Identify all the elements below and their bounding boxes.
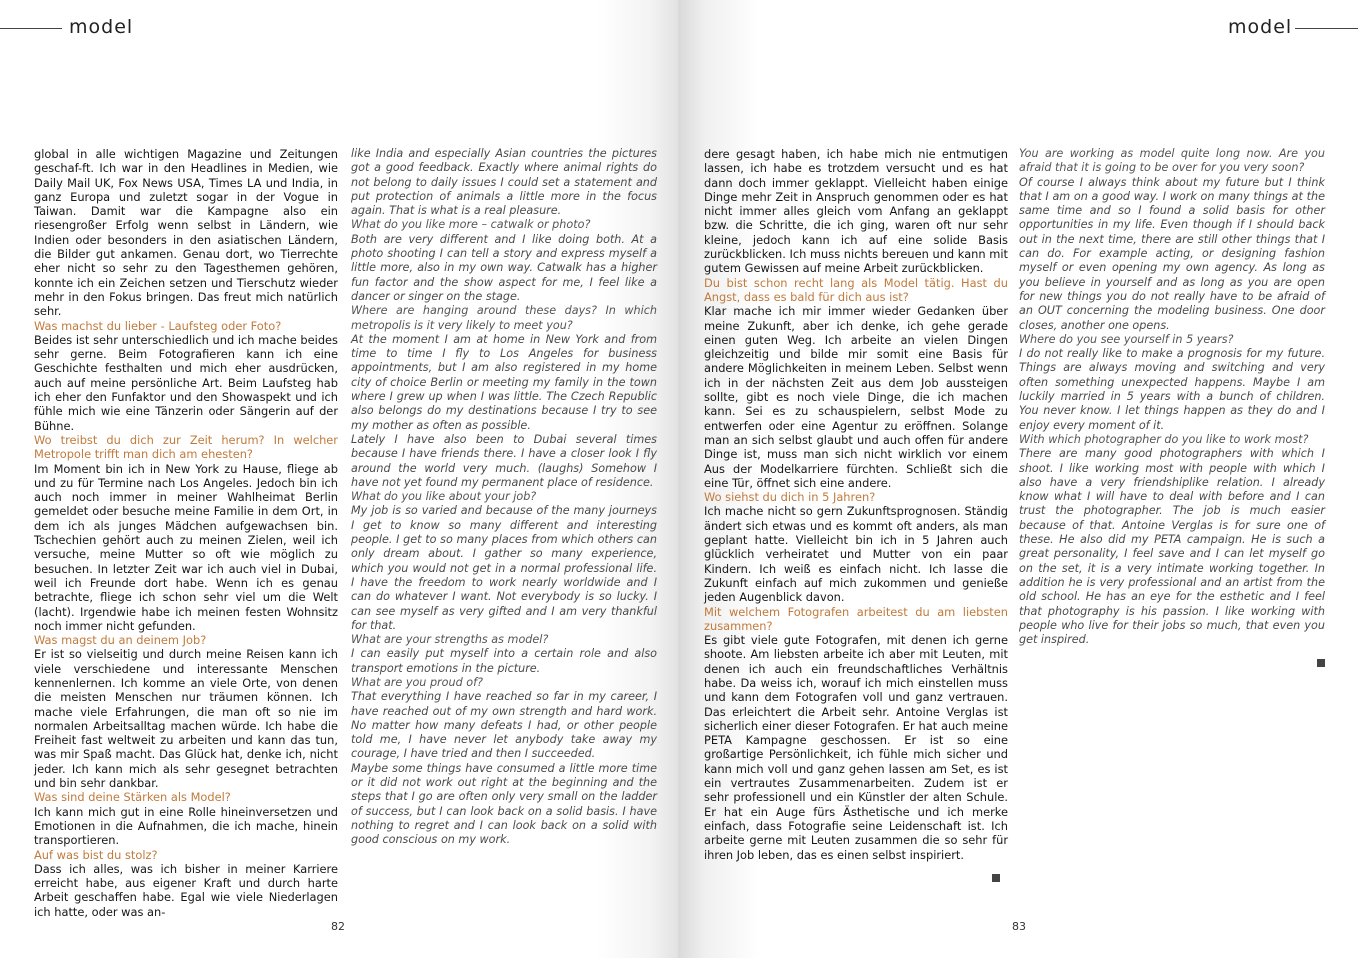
interview-question: What are your strengths as model? xyxy=(351,633,549,647)
left-page xyxy=(0,0,678,958)
page-number: 82 xyxy=(331,920,345,933)
answer-paragraph: Er ist so vielseitig und durch meine Reisen kann ich viele verschiedene und interessante Menschen kennenlernen. Ich komme an viele Orte, von denen die meisten Menschen nur träumen können. Ich mache viele Erfahrungen, die man oft so nie im normalen Arbeitsalltag machen würde. Ich habe die Freiheit fast weltweit zu arbeiten und kann das tun, was mir Spaß macht. Das Glück hat, denke ich, nicht jeder. Ich kann mich als sehr gesegnet betrachten und bin sehr dankbar. xyxy=(34,647,338,791)
interview-question: What do you like more – catwalk or photo? xyxy=(351,218,591,232)
answer-paragraph: Im Moment bin ich in New York zu Hause, fliege ab und zu für Termine nach Los Angeles. Jedoch bin ich auch noch immer in meiner Wahlheimat Berlin gemeldet oder besuche meine Familie in dem Ort, in dem ich als junges Mädchen aufgewachsen bin. Tschechien gehört auch zu meinen Zielen, weil ich versuche, meine Mutter so oft wie möglich zu besuchen. In letzter Zeit war ich auch viel in Dubai, weil ich Freunde dort habe. Wenn ich es genau betrachte, fliege ich schon sehr viel um die Welt (lacht). Irgendwie habe ich meinen festen Wohnsitz noch immer nicht gefunden. xyxy=(34,461,338,633)
interview-question: Auf was bist du stolz? xyxy=(34,847,158,862)
end-mark xyxy=(992,874,1000,882)
answer-paragraph: My job is so varied and because of the many journeys I get to know so many different and interesting people. I get to so many places from which others can only dream about. I gather so many experience, which you would not get in a normal professional life. I have the freedom to work nearly worldwide and I can do whatever I want. Not everybody is so lucky. I can see myself as very gifted and I am very thankful for that. xyxy=(351,504,657,632)
answer-paragraph: Ich mache nicht so gern Zukunftsprognosen. Ständig ändert sich etwas und es kommt oft anders, als man geplant hatte. Vielleicht bin ich in 5 Jahren auch glücklich verheiratet und Mutter von ein paar Kindern. Ich weiß es einfach nicht. Ich lasse die Zukunft einfach auf mich zukommen und genieße jeden Augenblick davon. xyxy=(704,504,1008,605)
interview-question: With which photographer do you like to work most? xyxy=(1019,432,1309,446)
interview-question: Was machst du lieber - Laufsteg oder Foto? xyxy=(34,318,282,333)
interview-question: Mit welchem Fotografen arbeitest du am liebsten zusammen? xyxy=(704,604,1008,633)
section-header: model xyxy=(1228,16,1293,38)
english-column xyxy=(1019,147,1325,667)
interview-question: Wo siehst du dich in 5 Jahren? xyxy=(704,490,876,505)
page-number: 83 xyxy=(1012,920,1026,933)
answer-paragraph: Ich kann mich gut in eine Rolle hineinversetzen und Emotionen in die Aufnahmen, die ich mache, hinein transportieren. xyxy=(34,804,338,848)
header-rule xyxy=(0,28,62,29)
german-column xyxy=(34,147,338,919)
interview-question: What are you proud of? xyxy=(351,675,483,689)
answer-paragraph: I do not really like to make a prognosis for my future. Things are always moving and switching and very often something unexpected happens. Maybe I am luckily married in 5 years with a bunch of children. You never know. I let things happen as they do and I enjoy every moment of it. xyxy=(1019,347,1325,432)
answer-paragraph: At the moment I am at home in New York and from time to time I fly to Los Angeles for business appointments, but I am also registered in my home city of choice Berlin or meeting my family in the town where I grew up when I was little. The Czech Republic also belongs do my destinations because I try to see my mother as often as possible. xyxy=(351,332,657,432)
answer-paragraph: global in alle wichtigen Magazine und Zeitungen geschaf-ft. Ich war in den Headlines in Medien, wie Daily Mail UK, Fox News USA, Times LA und India, in ganz Europa und zuletzt sogar in der Vogue in Taiwan. Damit war die Kampagne also ein riesengroßer Erfolg wenn selbst in Ländern, wie Indien oder besonders in den asiatischen Ländern, die Bilder gut ankamen. Genau dort, wo Tierrechte eher nicht so sehr zu den Tagesthemen gehören, konnte ich ein Zeichen setzen und Tierschutz wieder mehr in den Fokus bringen. Das freut mich natürlich sehr. xyxy=(34,147,338,319)
answer-paragraph: Maybe some things have consumed a little more time or it did not work out right at the beginning and the steps that I go are often only very small on the ladder of success, but I can look back on a solid basis. I have nothing to regret and I can look back on a solid with good conscious on my work. xyxy=(351,761,657,847)
answer-paragraph: Of course I always think about my future but I think that I am on a good way. I work on many things at the same time and so I found a solid basis for other opportunities in my life. Even though if I should back out in the next time, there are still other things that I can do. For example acting, or designing fashion myself or even opening my own agency. As long as you believe in yourself and as long as you are open for new things you do not really have to be afraid of an OUT concerning the modeling business. One door closes, another one opens. xyxy=(1019,175,1325,332)
interview-question: Was sind deine Stärken als Model? xyxy=(34,790,231,805)
answer-paragraph: Beides ist sehr unterschiedlich und ich mache beides sehr gerne. Beim Fotografieren kann ich eine Geschichte festhalten und mich eher ausdrücken, auch auf meine persönliche Art. Beim Laufsteg hab ich eher den Funfaktor und den Showaspekt und ich fühle mich wie eine Tänzerin oder Sängerin auf der Bühne. xyxy=(34,332,338,433)
answer-paragraph: like India and especially Asian countries the pictures got a good feedback. Exactly where animal rights do not belong to daily issues I could set a statement and put protection of animals a little more in the focus again. That is what is a real pleasure. xyxy=(351,147,657,218)
answer-paragraph: Dass ich alles, was ich bisher in meiner Karriere erreicht habe, aus eigener Kraft und durch harte Arbeit geschaffen habe. Egal wie viele Niederlagen ich hatte, oder was an- xyxy=(34,861,338,919)
right-page xyxy=(678,0,1358,958)
english-column xyxy=(351,147,657,848)
answer-paragraph: I can easily put myself into a certain role and also transport emotions in the picture. xyxy=(351,647,657,675)
german-column xyxy=(704,147,1008,882)
answer-paragraph: There are many good photographers with which I shoot. I like working most with people with which I also have a very friendshiplike relation. I already know what I will have to deal with before and I can trust the photographer. The job is much easier because of that. Antoine Verglas is for sure one of these. He also did my PETA campaign. He is such a great personality, I feel save and I can let myself go on the set, it is a very intimate working together. In addition he is very professional and an artist from the old school. He has an eye for the esthetic and I feel that photography is his passion. I like working with people who live for their jobs so much, that even you get inspired. xyxy=(1019,447,1325,647)
interview-question: Where are hanging around these days? In which metropolis is it very likely to meet you? xyxy=(351,304,657,332)
header-rule xyxy=(1295,28,1358,29)
interview-question: Where do you see yourself in 5 years? xyxy=(1019,332,1234,346)
answer-paragraph: Klar mache ich mir immer wieder Gedanken über meine Zukunft, aber ich denke, ich gehe gerade einen guten Weg. Ich arbeite an vielen Dingen gleichzeitig und bilde mir somit eine Basis für andere Möglichkeiten in meinem Leben. Selbst wenn ich in der nächsten Zeit aus dem Job aussteigen sollte, gibt es noch viele Dinge, die ich machen kann. Sei es zu schauspielern, selbst Mode zu entwerfen oder eine Agentur zu eröffnen. Solange man an sich selbst glaubt und auch offen für andere Dinge ist, muss man sich nicht wirklich vor einem Aus der Modelkarriere fürchten. Schließt sich die eine Tür, öffnet sich eine andere. xyxy=(704,304,1008,490)
interview-question: You are working as model quite long now. Are you afraid that it is going to be over for you very soon? xyxy=(1019,147,1325,175)
interview-question: Wo treibst du dich zur Zeit herum? In welcher Metropole trifft man dich am ehesten? xyxy=(34,432,338,462)
interview-question: Was magst du an deinem Job? xyxy=(34,633,207,648)
answer-paragraph: Lately I have also been to Dubai several times because I have friends there. I have a closer look I fly around the world very much. (laughs) Somehow I have not yet found my permanent place of residence. xyxy=(351,432,657,489)
interview-question: What do you like about your job? xyxy=(351,490,537,504)
answer-paragraph: dere gesagt haben, ich habe mich nie entmutigen lassen, ich habe es trotzdem versucht und es hat dann doch immer geklappt. Vielleicht haben einige Dinge mehr Zeit in Anspruch genommen oder es hat nicht immer alles gleich vom Anfang an geklappt bzw. die Schritte, die ich ging, waren oft nur sehr kleine, jedoch kann ich auf eine solide Basis zurückblicken. Ich muss nichts bereuen und kann mit gutem Gewissen auf meine Arbeit zurückblicken. xyxy=(704,147,1008,276)
section-header: model xyxy=(69,16,134,38)
answer-paragraph: Both are very different and I like doing both. At a photo shooting I can tell a story and express myself a little more, also in my own way. Catwalk has a higher fun factor and the show aspect for me, I feel like a dancer or singer on the stage. xyxy=(351,232,657,303)
answer-paragraph: That everything I have reached so far in my career, I have reached out of my own strength and hard work. No matter how many defeats I had, or other people told me, I have never let anybody take away my courage, I have tried and then I succeeded. xyxy=(351,690,657,761)
interview-question: Du bist schon recht lang als Model tätig. Hast du Angst, dass es bald für dich aus ist? xyxy=(704,275,1008,304)
answer-paragraph: Es gibt viele gute Fotografen, mit denen ich gerne shoote. Am liebsten arbeite ich aber mit Leuten, mit denen ich auch ein freundschaftliches Verhältnis habe. Da weiss ich, worauf ich mich einstellen muss und kann dem Fotografen voll und ganz vertrauen. Das erleichtert die Arbeit sehr. Antoine Verglas ist sicherlich einer dieser Fotografen. Er hat auch meine PETA Kampagne geschossen. Er ist so eine großartige Persönlichkeit, ich fühle mich sicher und kann mich voll und ganz gehen lassen am Set, es ist ein vertrautes Zusammenarbeiten. Zudem ist er sehr professionell und ein Künstler der alten Schule. Er hat ein Auge fürs Ästhetische und ich merke einfach, dass Fotografie seine Leidenschaft ist. Ich arbeite gerne mit Leuten zusammen die so sehr für ihren Job leben, das es einen selbst inspiriert. xyxy=(704,633,1008,862)
end-mark xyxy=(1317,659,1325,667)
